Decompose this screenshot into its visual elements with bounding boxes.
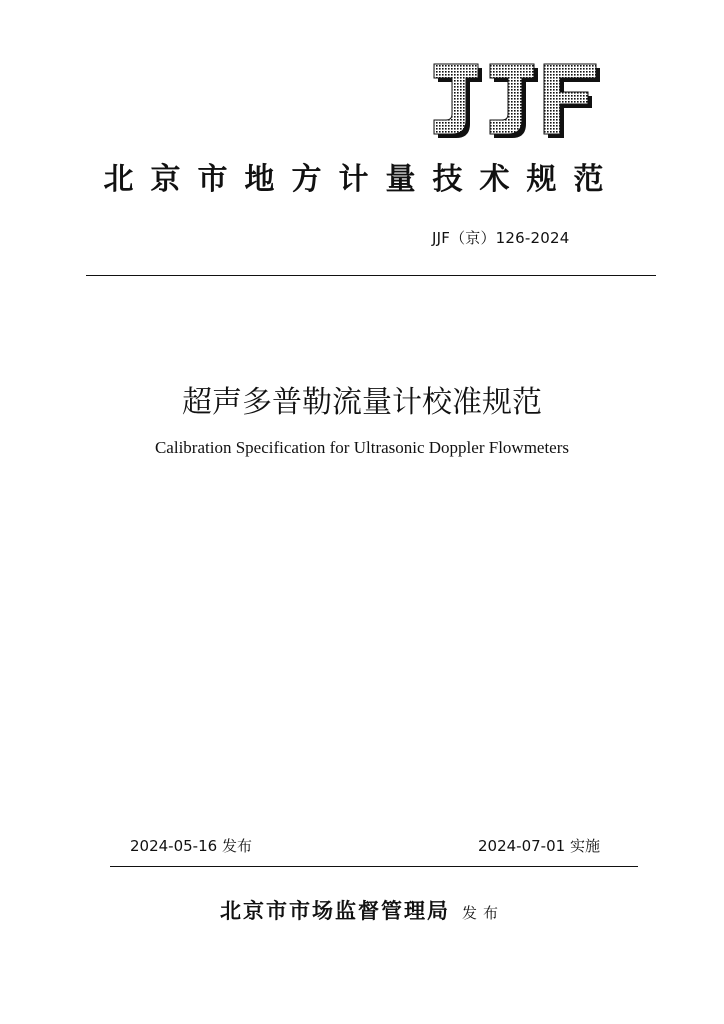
bottom-divider — [110, 866, 638, 867]
jjf-logo — [430, 62, 602, 140]
publish-word: 发布 — [461, 904, 504, 922]
publisher-name: 北京市市场监督管理局 — [219, 898, 450, 923]
document-title-chinese: 超声多普勒流量计校准规范 — [182, 385, 542, 420]
issue-date: 2024-05-16 发布 — [130, 837, 252, 855]
document-title-english: Calibration Specification for Ultrasonic Doppler Flowmeters — [154, 438, 570, 457]
document-code: JJF（京）126-2024 — [432, 229, 570, 247]
publisher-line — [0, 896, 724, 928]
implementation-date: 2024-07-01 实施 — [478, 837, 600, 855]
series-title: 北京市地方计量技术规范 — [103, 162, 621, 197]
top-divider — [86, 275, 656, 276]
